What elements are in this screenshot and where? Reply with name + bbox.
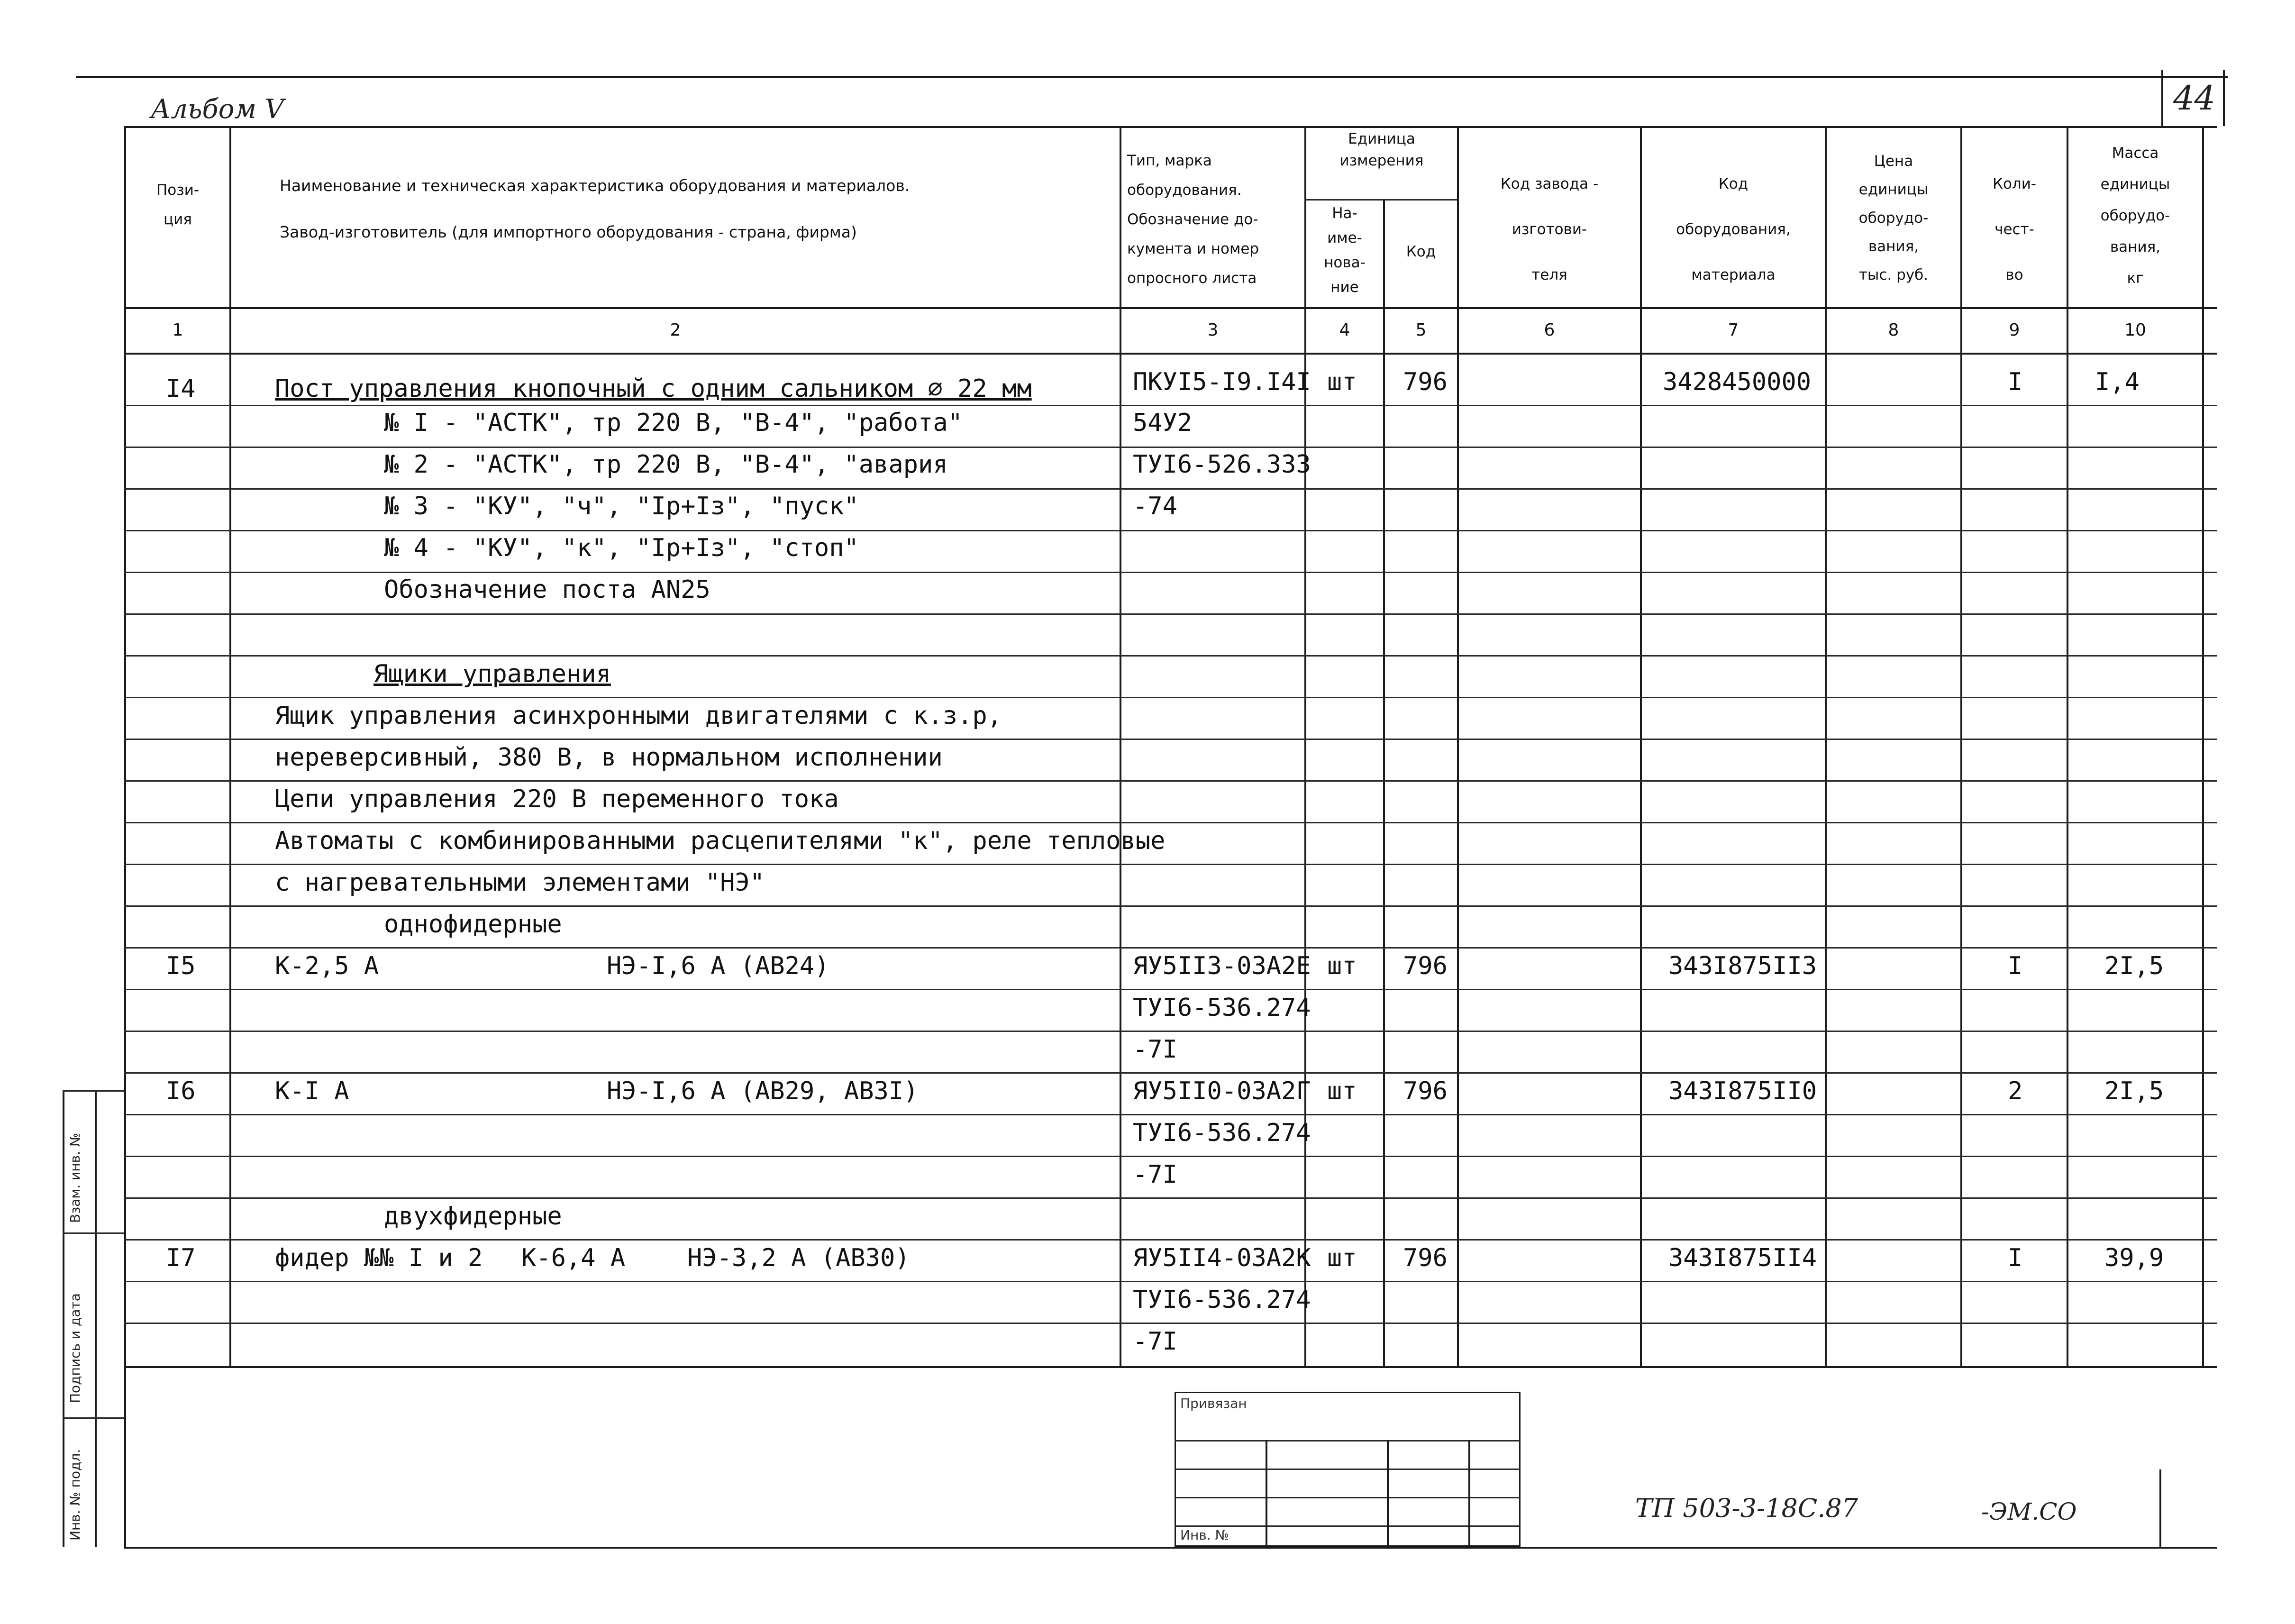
col-number: 9 (2009, 320, 2020, 340)
col-number: 7 (1728, 320, 1739, 340)
item-equipment-code: 3428450000 (1663, 368, 1812, 396)
top-border (76, 76, 2228, 78)
row-line (124, 947, 2217, 949)
item-unit: шт (1327, 1077, 1357, 1105)
row-line (124, 530, 2217, 531)
row-line (124, 1156, 2217, 1157)
col-line-5 (1457, 126, 1459, 1366)
side-label-inv: Инв. № подл. (67, 1449, 83, 1541)
item-unit-code: 796 (1403, 1077, 1448, 1105)
item-type: ТУI6-536.274 (1133, 1119, 1311, 1147)
item-type: -7I (1133, 1327, 1177, 1356)
item-type: -74 (1133, 492, 1177, 520)
col-line-2 (1120, 126, 1121, 1366)
side-stamp-line (63, 1417, 124, 1419)
item-type: 54У2 (1133, 409, 1193, 437)
item-name: Автоматы с комбинированными расцепителями "к", реле тепловые (275, 827, 1166, 855)
row-line (124, 1323, 2217, 1324)
row-line (124, 1197, 2217, 1199)
item-name: № 3 - "КУ", "ч", "Iр+Iз", "пуск" (384, 492, 859, 520)
item-name: К-2,5 А (275, 952, 379, 980)
item-name: с нагревательными элементами "НЭ" (275, 868, 765, 897)
item-quantity: I (2008, 1244, 2023, 1272)
header-unit: Единица измерения (1339, 130, 1424, 169)
header-quantity: Коли- чест- во (1992, 175, 2037, 283)
item-name-relay: НЭ-I,6 А (АВ29, АВ3I) (607, 1077, 919, 1105)
item-type: ЯУ5II4-03А2К (1133, 1244, 1311, 1272)
row-line (124, 1281, 2217, 1282)
item-quantity: I (2008, 952, 2023, 980)
item-name: № I - "АСТК", тр 220 В, "В-4", "работа" (384, 409, 963, 437)
header-equipment-code: Код оборудования, материала (1676, 175, 1791, 283)
item-name: Обозначение поста AN25 (384, 575, 710, 604)
page-box-right (2223, 70, 2225, 126)
page-box-left (2161, 70, 2163, 126)
item-mass: 39,9 (2104, 1244, 2164, 1272)
item-type: ЯУ5II0-03А2Г (1133, 1077, 1311, 1105)
col-line-10 (2202, 126, 2204, 1366)
row-line (124, 1114, 2217, 1115)
item-name-breaker: К-6,4 А (521, 1244, 626, 1272)
row-line (124, 822, 2217, 823)
item-mass: 2I,5 (2104, 1077, 2164, 1105)
item-position: I6 (166, 1077, 196, 1105)
item-name: Ящик управления асинхронными двигателями с к.з.р, (275, 702, 1002, 730)
item-unit: шт (1327, 368, 1357, 396)
title-block-line (1266, 1440, 1267, 1547)
item-unit-code: 796 (1403, 952, 1448, 980)
col-line-3 (1304, 126, 1306, 1366)
row-line (124, 1031, 2217, 1032)
item-name: № 4 - "КУ", "к", "Iр+Iз", "стоп" (384, 534, 859, 562)
item-equipment-code: 343I875II3 (1668, 952, 1817, 980)
item-type: -7I (1133, 1035, 1177, 1064)
row-line (124, 655, 2217, 657)
stamp-inv-label: Инв. № (1180, 1527, 1229, 1543)
header-unit-code: Код (1406, 243, 1436, 260)
item-position: I7 (166, 1244, 196, 1272)
side-stamp-line (63, 1090, 124, 1092)
header-mass: Масса единицы оборудо- вания, кг (2100, 145, 2170, 287)
header-position: Пози- ция (156, 182, 200, 228)
row-line (124, 697, 2217, 698)
row-line (124, 405, 2217, 406)
col-line-1 (229, 126, 231, 1366)
header-bottom-line (124, 307, 2217, 309)
item-type: ТУI6-536.274 (1133, 1286, 1311, 1314)
subsection-heading: однофидерные (384, 910, 562, 939)
header-unit-name: На- име- нова- ние (1324, 205, 1366, 296)
header-name-line2: Завод-изготовитель (для импортного оборудования - страна, фирма) (280, 223, 857, 241)
title-block-line (1468, 1440, 1470, 1547)
side-stamp-line (63, 1090, 64, 1547)
row-line (124, 613, 2217, 615)
item-type: ЯУ5II3-03А2Е (1133, 952, 1311, 980)
section-heading: Ящики управления (373, 660, 611, 688)
item-name: № 2 - "АСТК", тр 220 В, "В-4", "авария (384, 450, 948, 479)
side-label-signature: Подпись и дата (67, 1293, 83, 1403)
col-number: 8 (1888, 320, 1899, 340)
bottom-border (124, 1547, 2217, 1549)
col-number: 3 (1207, 320, 1219, 340)
title-block-line (1387, 1440, 1389, 1547)
side-label-replace: Взам. инв. № (67, 1132, 83, 1223)
row-line (124, 1072, 2217, 1074)
item-name: Пост управления кнопочный с одним сальником ∅ 22 мм (275, 374, 1032, 403)
col-line-7 (1825, 126, 1827, 1366)
item-equipment-code: 343I875II4 (1668, 1244, 1817, 1272)
col-number: 6 (1544, 320, 1555, 340)
col-number: 2 (670, 320, 681, 340)
col-line-9 (2067, 126, 2068, 1366)
item-name: нереверсивный, 380 В, в нормальном исполнении (275, 743, 943, 772)
item-mass: 2I,5 (2104, 952, 2164, 980)
col-line-6 (1640, 126, 1642, 1366)
item-name-relay: НЭ-3,2 А (АВ30) (687, 1244, 910, 1272)
item-type: ПКУI5-I9.I4I (1133, 368, 1311, 396)
item-unit-code: 796 (1403, 368, 1448, 396)
unit-subheader-line (1304, 199, 1457, 201)
row-line (124, 780, 2217, 782)
item-position: I4 (166, 374, 196, 403)
table-bottom-line (124, 1366, 2217, 1368)
colnum-bottom-line (124, 353, 2217, 355)
row-line (124, 864, 2217, 865)
item-type: ТУI6-536.274 (1133, 994, 1311, 1022)
row-line (124, 447, 2217, 448)
item-unit: шт (1327, 952, 1357, 980)
header-name-line1: Наименование и техническая характеристика оборудования и материалов. (280, 176, 910, 195)
item-mass: I,4 (2095, 368, 2140, 396)
code-box-right (2159, 1469, 2161, 1547)
stamp-attached-label: Привязан (1180, 1396, 1247, 1411)
side-stamp-line (63, 1232, 124, 1234)
header-maker-code: Код завода - изготови- теля (1500, 175, 1599, 283)
header-type: Тип, марка оборудования. Обозначение до- кумента и номер опросного листа (1127, 152, 1259, 287)
subsection-heading: двухфидерные (384, 1202, 562, 1231)
item-name: Цепи управления 220 В переменного тока (275, 785, 839, 813)
item-unit: шт (1327, 1244, 1357, 1272)
item-name: К-I А (275, 1077, 349, 1105)
item-type: -7I (1133, 1160, 1177, 1189)
side-stamp-line (95, 1090, 97, 1547)
row-line (124, 739, 2217, 740)
row-line (124, 572, 2217, 573)
item-name: фидер №№ I и 2 (275, 1244, 483, 1272)
item-name-relay: НЭ-I,6 А (АВ24) (607, 952, 829, 980)
row-line (124, 989, 2217, 990)
col-line-4 (1383, 199, 1385, 1366)
document-code-suffix: -ЭМ.СО (1981, 1498, 2077, 1525)
row-line (124, 905, 2217, 907)
col-number: 1 (172, 320, 183, 340)
col-line-8 (1960, 126, 1962, 1366)
header-price: Цена единицы оборудо- вания, тыс. руб. (1858, 153, 1929, 283)
col-number: 4 (1339, 320, 1350, 340)
item-quantity: 2 (2008, 1077, 2023, 1105)
col-number: 5 (1415, 320, 1427, 340)
row-line (124, 488, 2217, 490)
page-number: 44 (2173, 79, 2216, 118)
item-position: I5 (166, 952, 196, 980)
document-code: ТП 503-3-18С.87 (1635, 1493, 1858, 1523)
item-type: ТУI6-526.333 (1133, 450, 1311, 479)
row-line (124, 1239, 2217, 1241)
item-equipment-code: 343I875II0 (1668, 1077, 1817, 1105)
table-top-line (124, 126, 2217, 128)
item-quantity: I (2008, 368, 2023, 396)
album-label: Альбом V (151, 94, 284, 125)
item-unit-code: 796 (1403, 1244, 1448, 1272)
col-number: 10 (2124, 320, 2146, 340)
